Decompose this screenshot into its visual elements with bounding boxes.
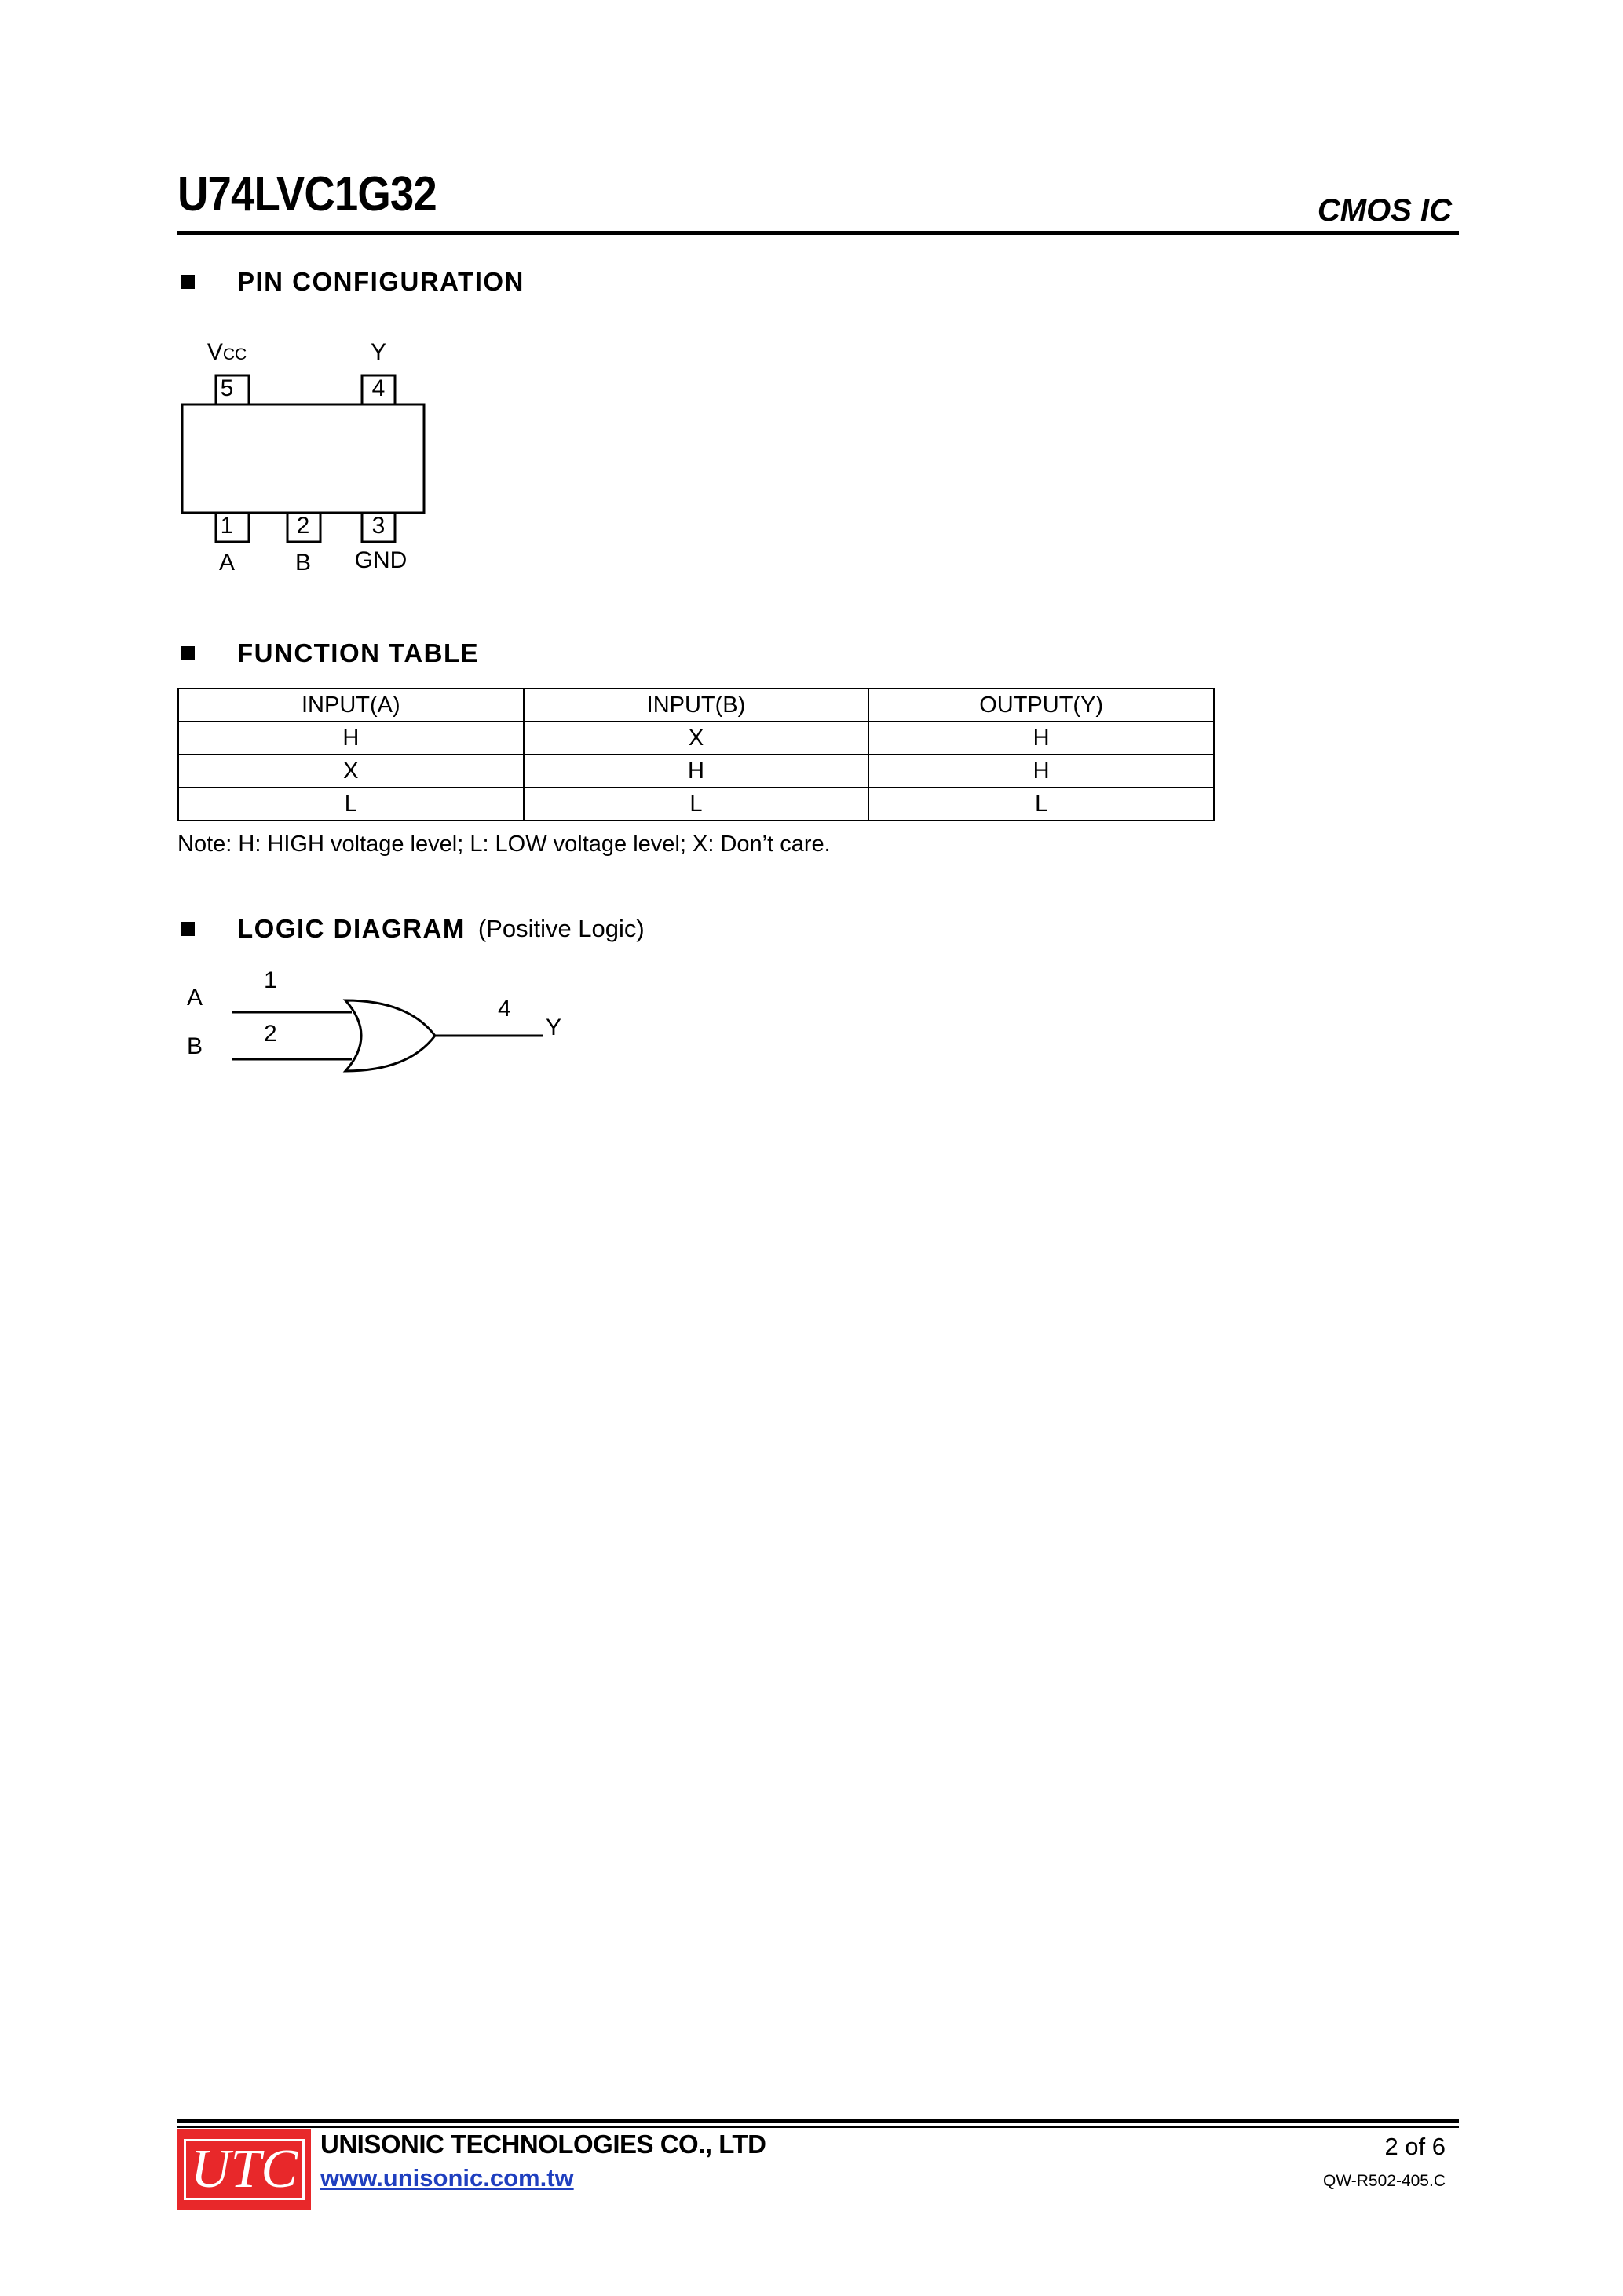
table-cell: H bbox=[178, 722, 524, 755]
table-row bbox=[178, 722, 1214, 755]
footer-rule bbox=[177, 2119, 1459, 2123]
function-table-note: Note: H: HIGH voltage level; L: LOW voltage level; X: Don’t care. bbox=[177, 832, 831, 857]
utc-logo bbox=[177, 2129, 311, 2210]
square-bullet-icon bbox=[181, 275, 195, 289]
logic-output-pin: 4 bbox=[498, 996, 511, 1022]
document-type: CMOS IC bbox=[1317, 193, 1452, 228]
function-table bbox=[177, 688, 1215, 821]
pin-name-y: Y bbox=[370, 339, 386, 365]
function-table-heading: FUNCTION TABLE bbox=[181, 638, 479, 668]
pin-name-a: A bbox=[218, 550, 235, 576]
logic-diagram-heading: LOGIC DIAGRAM (Positive Logic) bbox=[181, 914, 645, 944]
table-row bbox=[178, 788, 1214, 821]
package-body bbox=[182, 404, 424, 513]
header-rule bbox=[177, 231, 1459, 235]
table-header-cell: INPUT(A) bbox=[178, 689, 524, 722]
table-cell: H bbox=[524, 755, 869, 788]
pin-name-b: B bbox=[294, 550, 311, 576]
logic-output-label: Y bbox=[546, 1015, 562, 1040]
table-cell: L bbox=[868, 788, 1214, 821]
table-cell: H bbox=[868, 722, 1214, 755]
square-bullet-icon bbox=[181, 922, 195, 936]
document-code: QW-R502-405.C bbox=[1322, 2172, 1446, 2190]
pin-number-5: 5 bbox=[220, 375, 234, 401]
pin-number-4: 4 bbox=[371, 375, 386, 401]
logic-input-b-label: B bbox=[187, 1033, 203, 1059]
table-cell: L bbox=[178, 788, 524, 821]
company-name: UNISONIC TECHNOLOGIES CO., LTD bbox=[320, 2130, 766, 2159]
logic-input-b-pin: 2 bbox=[264, 1021, 277, 1047]
table-cell: X bbox=[524, 722, 869, 755]
pin-name-gnd: GND bbox=[354, 547, 408, 573]
logic-input-a-label: A bbox=[187, 985, 203, 1011]
page-number: 2 of 6 bbox=[1384, 2133, 1446, 2160]
table-header-cell: OUTPUT(Y) bbox=[868, 689, 1214, 722]
footer-rule-thin bbox=[177, 2126, 1459, 2128]
pin-number-3: 3 bbox=[371, 513, 386, 539]
utc-logo-text: UTC bbox=[184, 2139, 305, 2200]
table-header-cell: INPUT(B) bbox=[524, 689, 869, 722]
table-cell: H bbox=[868, 755, 1214, 788]
logic-input-a-pin: 1 bbox=[264, 967, 277, 993]
website-link[interactable]: www.unisonic.com.tw bbox=[320, 2164, 574, 2192]
pin-number-1: 1 bbox=[220, 513, 234, 539]
pin-name-vcc: VCC bbox=[207, 339, 247, 365]
table-header-row bbox=[178, 689, 1214, 722]
pin-configuration-heading: PIN CONFIGURATION bbox=[181, 267, 525, 297]
part-number: U74LVC1G32 bbox=[177, 167, 437, 221]
table-row bbox=[178, 755, 1214, 788]
table-cell: L bbox=[524, 788, 869, 821]
square-bullet-icon bbox=[181, 646, 195, 660]
table-cell: X bbox=[178, 755, 524, 788]
pin-number-2: 2 bbox=[296, 513, 310, 539]
